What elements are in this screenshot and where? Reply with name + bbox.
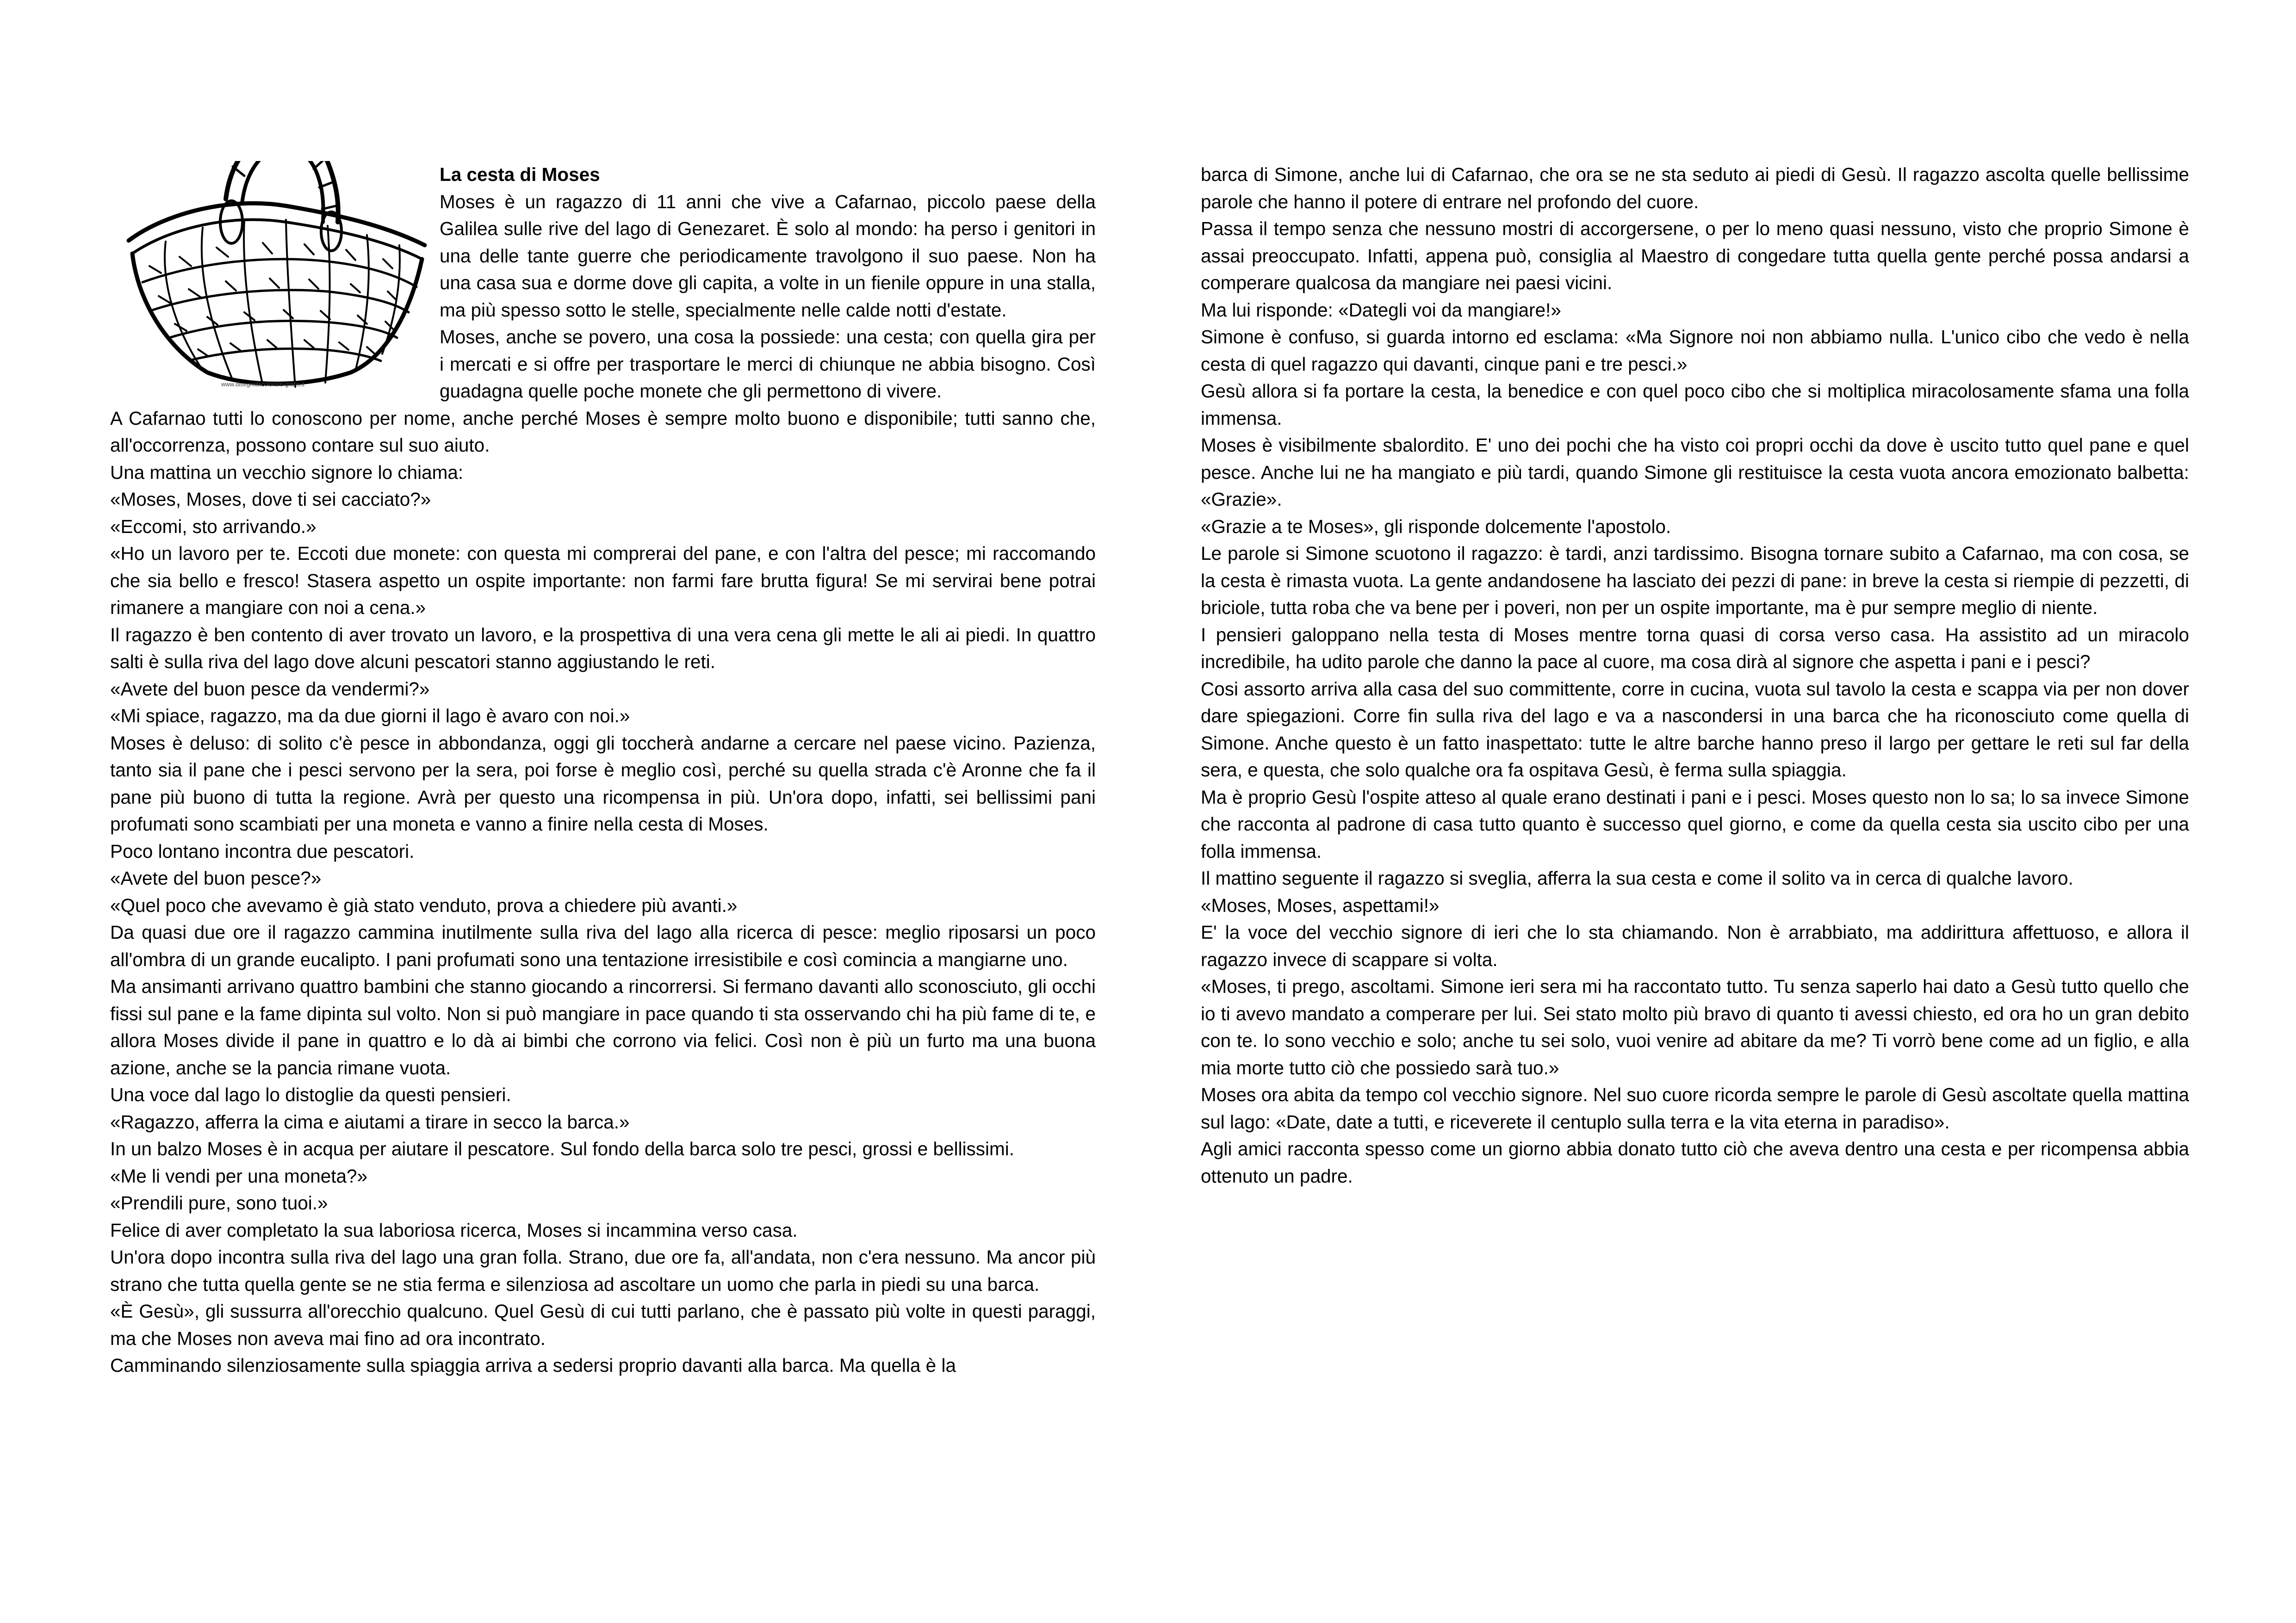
paragraph: Un'ora dopo incontra sulla riva del lago una gran folla. Strano, due ore fa, all'andata, non c'era nessuno. Ma ancor più strano che tutta quella gente se ne stia ferma e silenziosa ad ascoltare un uomo che parla in piedi su una barca. [110, 1246, 1096, 1295]
paragraph: Ma lui risponde: «Dategli voi da mangiare!» [1201, 299, 1561, 321]
paragraph: Le parole si Simone scuotono il ragazzo: è tardi, anzi tardissimo. Bisogna tornare subito a Cafarnao, ma con cosa, se la cesta è rimasta vuota. La gente andandosene ha lasciato dei pezzi di pane: in breve la cesta si riempie di pezzetti, di briciole, tutta roba che va bene per i poveri, non per un ospite importante, ma è pur sempre meglio di niente. [1201, 543, 2189, 618]
paragraph: «Moses, Moses, aspettami!» [1201, 894, 1440, 916]
paragraph: «Avete del buon pesce?» [110, 867, 322, 889]
paragraph: «Moses, Moses, dove ti sei cacciato?» [110, 489, 431, 510]
paragraph: Una mattina un vecchio signore lo chiama: [110, 461, 464, 483]
paragraph: «Moses, ti prego, ascoltami. Simone ieri sera mi ha raccontato tutto. Tu senza saperlo hai dato a Gesù tutto quello che io ti avevo mandato a comperare per lui. Sei stato molto più bravo di quanto ti avessi chiesto, ed ora ho un gran debito con te. Io sono vecchio e solo; anche tu sei solo, vuoi venire ad abitare da me? Ti vorrò bene come ad un figlio, e alla mia morte tutto ciò che possiedo sarà tuo.» [1201, 976, 2189, 1078]
paragraph: «È Gesù», gli sussurra all'orecchio qualcuno. Quel Gesù di cui tutti parlano, che è passato più volte in questi paraggi, ma che Moses non aveva mai fino ad ora incontrato. [110, 1301, 1096, 1349]
svg-text:www.disegnidacolorare-gratis.i: www.disegnidacolorare-gratis.it [221, 381, 304, 388]
paragraph: Moses è un ragazzo di 11 anni che vive a Cafarnao, piccolo paese della Galilea sulle rive del lago di Genezaret. È solo al mondo: ha perso i genitori in una delle tante guerre che periodicamente travolgono il suo paese. Non ha una casa sua e dorme dove gli capita, a volte in un fienile oppure in una stalla, ma più spesso sotto le stelle, specialmente nelle calde notti d'estate. [440, 191, 1096, 321]
paragraph: Una voce dal lago lo distoglie da questi pensieri. [110, 1084, 511, 1105]
paragraph: Camminando silenziosamente sulla spiaggia arriva a sedersi proprio davanti alla barca. Ma quella è la [110, 1355, 956, 1376]
right-column [1201, 161, 2189, 1456]
paragraph: barca di Simone, anche lui di Cafarnao, che ora se ne sta seduto ai piedi di Gesù. Il ragazzo ascolta quelle bellissime parole che hanno il potere di entrare nel profondo del cuore. [1201, 164, 2189, 212]
paragraph: «Avete del buon pesce da vendermi?» [110, 678, 430, 700]
paragraph: E' la voce del vecchio signore di ieri che lo sta chiamando. Non è arrabbiato, ma addirittura affettuoso, e allora il ragazzo invece di scappare si volta. [1201, 922, 2189, 970]
basket-icon [110, 161, 440, 390]
paragraph: Ma ansimanti arrivano quattro bambini che stanno giocando a rincorrersi. Si fermano davanti allo sconosciuto, gli occhi fissi sul pane e la fame dipinta sul volto. Non si può mangiare in pace quando ti sta osservando chi ha più fame di te, e allora Moses divide il pane in quattro e lo dà ai bimbi che corrono via felici. Così non è più un furto ma una buona azione, anche se la pancia rimane vuota. [110, 976, 1096, 1078]
paragraph: «Grazie a te Moses», gli risponde dolcemente l'apostolo. [1201, 515, 1671, 537]
paragraph: «Me li vendi per una moneta?» [110, 1165, 368, 1187]
paragraph: Moses ora abita da tempo col vecchio signore. Nel suo cuore ricorda sempre le parole di Gesù ascoltate quella mattina sul lago: «Date, date a tutti, e riceverete il centuplo sulla terra e la vita eterna in paradiso». [1201, 1084, 2189, 1133]
paragraph: «Prendili pure, sono tuoi.» [110, 1192, 328, 1214]
paragraph: Poco lontano incontra due pescatori. [110, 840, 415, 862]
paragraph: Moses è deluso: di solito c'è pesce in abbondanza, oggi gli toccherà andarne a cercare nel paese vicino. Pazienza, tanto sia il pane che i pesci servono per la sera, poi forse è meglio così, perché su quella strada c'è Aronne che fa il pane più buono di tutta la regione. Avrà per questo una ricompensa in più. Un'ora dopo, infatti, sei bellissimi pani profumati sono scambiati per una moneta e vanno a finire nella cesta di Moses. [110, 732, 1096, 835]
paragraph: Moses, anche se povero, una cosa la possiede: una cesta; con quella gira per i mercati e si offre per trasportare le merci di chiunque ne abbia bisogno. Così guadagna quelle poche monete che gli permettono di vivere. [440, 326, 1096, 402]
paragraph: Felice di aver completato la sua laboriosa ricerca, Moses si incammina verso casa. [110, 1219, 798, 1241]
story-title: La cesta di Moses [440, 164, 600, 185]
left-column [110, 161, 1096, 1535]
paragraph: Il ragazzo è ben contento di aver trovato un lavoro, e la prospettiva di una vera cena gli mette le ali ai piedi. In quattro salti è sulla riva del lago dove alcuni pescatori stanno aggiustando le reti. [110, 624, 1096, 672]
basket-illustration [110, 161, 440, 390]
paragraph: Passa il tempo senza che nessuno mostri di accorgersene, o per lo meno quasi nessuno, visto che proprio Simone è assai preoccupato. Infatti, appena può, consiglia al Maestro di congedare tutta quella gente perché possa andarsi a comperare qualcosa da mangiare nei paesi vicini. [1201, 218, 2189, 293]
paragraph: Simone è confuso, si guarda intorno ed esclama: «Ma Signore noi non abbiamo nulla. L'unico cibo che vedo è nella cesta di quel ragazzo qui davanti, cinque pani e tre pesci.» [1201, 326, 2189, 375]
paragraph: Ma è proprio Gesù l'ospite atteso al quale erano destinati i pani e i pesci. Moses questo non lo sa; lo sa invece Simone che racconta al padrone di casa tutto quanto è successo quel giorno, e come da quella cesta sia uscito cibo per una folla immensa. [1201, 786, 2189, 862]
paragraph: «Eccomi, sto arrivando.» [110, 515, 316, 537]
paragraph: «Quel poco che avevamo è già stato venduto, prova a chiedere più avanti.» [110, 894, 738, 916]
paragraph: Il mattino seguente il ragazzo si sveglia, afferra la sua cesta e come il solito va in cerca di qualche lavoro. [1201, 867, 2073, 889]
paragraph: Agli amici racconta spesso come un giorno abbia donato tutto ciò che aveva dentro una cesta e per ricompensa abbia ottenuto un padre. [1201, 1138, 2189, 1187]
paragraph: «Ragazzo, afferra la cima e aiutami a tirare in secco la barca.» [110, 1111, 630, 1133]
paragraph: Cosi assorto arriva alla casa del suo committente, corre in cucina, vuota sul tavolo la cesta e scappa via per non dover dare spiegazioni. Corre fin sulla riva del lago e va a nascondersi in una barca che ha riconosciuto come quella di Simone. Anche questo è un fatto inaspettato: tutte le altre barche hanno preso il largo per gettare le reti sul far della sera, e questa, che solo qualche ora fa ospitava Gesù, è ferma sulla spiaggia. [1201, 678, 2189, 781]
paragraph: Gesù allora si fa portare la cesta, la benedice e con quel poco cibo che si moltiplica miracolosamente sfama una folla immensa. [1201, 380, 2189, 429]
paragraph: In un balzo Moses è in acqua per aiutare il pescatore. Sul fondo della barca solo tre pesci, grossi e bellissimi. [110, 1138, 1015, 1159]
paragraph: A Cafarnao tutti lo conoscono per nome, anche perché Moses è sempre molto buono e disponibile; tutti sanno che, all'occorrenza, possono contare sul suo aiuto. [110, 407, 1096, 456]
paragraph: «Mi spiace, ragazzo, ma da due giorni il lago è avaro con noi.» [110, 705, 630, 726]
paragraph: Da quasi due ore il ragazzo cammina inutilmente sulla riva del lago alla ricerca di pesce: meglio riposarsi un poco all'ombra di un grande eucalipto. I pani profumati sono una tentazione irresistibile e così comincia a mangiarne uno. [110, 922, 1096, 970]
paragraph: «Ho un lavoro per te. Eccoti due monete: con questa mi comprerai del pane, e con l'altra del pesce; mi raccomando che sia bello e fresco! Stasera aspetto un ospite importante: non farmi fare brutta figura! Se mi servirai bene potrai rimanere a mangiare con noi a cena.» [110, 543, 1096, 618]
paragraph: Moses è visibilmente sbalordito. E' uno dei pochi che ha visto coi propri occhi da dove è uscito tutto quel pane e quel pesce. Anche lui ne ha mangiato e più tardi, quando Simone gli restituisce la cesta vuota ancora emozionato balbetta: «Grazie». [1201, 434, 2189, 510]
paragraph: I pensieri galoppano nella testa di Moses mentre torna quasi di corsa verso casa. Ha assistito ad un miracolo incredibile, ha udito parole che danno la pace al cuore, ma cosa dirà al signore che aspetta i pani e i pesci? [1201, 624, 2189, 672]
